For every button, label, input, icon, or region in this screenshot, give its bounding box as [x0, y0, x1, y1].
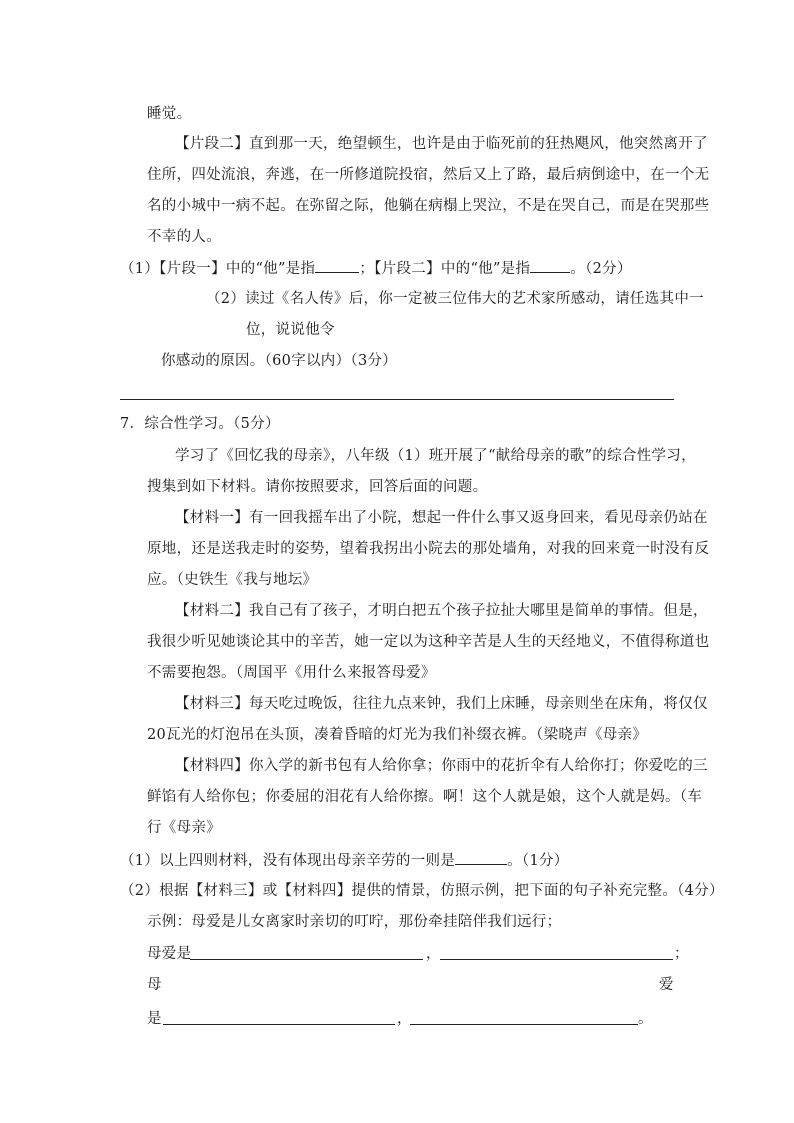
- fill1-start: 母爱是: [147, 946, 192, 962]
- material3-line1: 【材料三】每天吃过晚饭，往往九点来钟，我们上床睡，母亲则坐在床角，将仅仅: [175, 696, 708, 712]
- material2-line1: 【材料二】我自己有了孩子，才明白把五个孩子拉扯大哪里是简单的事情。但是，: [175, 603, 708, 619]
- material2-line3: 不需要抱怨。（周国平《用什么来报答母爱》: [147, 665, 436, 681]
- fill2-blank1[interactable]: [163, 1010, 395, 1025]
- q7-intro-line1: 学习了《回忆我的母亲》，八年级（1）班开展了“献给母亲的歌”的综合性学习，: [175, 448, 696, 464]
- fragment2-line2: 住所，四处流浪，奔逃，在一所修道院投宿，然后又上了路，最后病倒途中，在一个无: [147, 167, 710, 183]
- q7-sub1-blank[interactable]: [455, 850, 507, 865]
- material4-line3: 行《母亲》: [147, 820, 221, 836]
- q7-sub1: [120, 850, 569, 871]
- q7-example: 示例：母爱是儿女离家时亲切的叮咛，那份牵挂陪伴我们远行；: [147, 914, 562, 930]
- passage-line-sleep: 睡觉。: [147, 106, 192, 122]
- material1-line2: 原地，还是送我走时的姿势，望着我拐出小院去的那处墙角，对我的回来竟一时没有反: [147, 541, 710, 557]
- material3-line2: 20瓦光的灯泡吊在头顶，凑着昏暗的灯光为我们补缀衣裤。（梁晓声《母亲》: [147, 727, 648, 743]
- fill2-start-c: 是: [147, 1011, 162, 1027]
- fill1-end: ；: [674, 946, 689, 962]
- material1-line3: 应。（史铁生《我与地坛》: [147, 572, 318, 588]
- q7-sub1-text-a: （1）以上四则材料，没有体现出母亲辛劳的一则是: [120, 853, 456, 869]
- fill1-blank1[interactable]: [190, 945, 423, 960]
- fill2-blank2[interactable]: [410, 1010, 638, 1025]
- material2-line2: 我很少听见她谈论其中的辛苦，她一定以为这种辛苦是人生的天经地义，不值得称道也: [147, 634, 710, 650]
- fill1-comma: ，: [426, 946, 441, 962]
- fill2-comma: ，: [397, 1011, 412, 1027]
- q6-sub2-line2: 位，说说他令: [246, 322, 335, 338]
- fill2-end: 。: [638, 1011, 653, 1027]
- q6-sub1-text-c: 。（2分）: [570, 261, 632, 277]
- fragment2-line4: 不幸的人。: [147, 229, 221, 245]
- fill2-start-b: 爱: [659, 977, 674, 993]
- q7-sub2: （2）根据【材料三】或【材料四】提供的情景，仿照示例，把下面的句子补充完整。（4分）: [120, 883, 724, 899]
- q7-heading: 7．综合性学习。（5分）: [120, 416, 280, 432]
- material4-line2: 鲜馅有人给你包；你委屈的泪花有人给你擦。啊！这个人就是娘，这个人就是妈。（车: [147, 789, 703, 805]
- q6-sub1-text-a: （1）【片段一】中的“他”是指: [120, 261, 316, 277]
- answer-line[interactable]: [120, 399, 674, 400]
- q6-sub1-blank2[interactable]: [530, 258, 570, 273]
- q6-sub2-line1: （2）读过《名人传》后，你一定被三位伟大的艺术家所感动，请任选其中一: [206, 291, 704, 307]
- q6-sub1: [120, 258, 632, 279]
- q6-sub1-blank1[interactable]: [315, 258, 359, 273]
- fragment2-line1: 【片段二】直到那一天，绝望顿生，也许是由于临死前的狂热飓风，他突然离开了: [175, 136, 708, 152]
- q6-sub2-line3: 你感动的原因。（60字以内）（3分）: [161, 353, 398, 369]
- q7-sub1-text-b: 。（1分）: [507, 853, 569, 869]
- material4-line1: 【材料四】你入学的新书包有人给你拿；你雨中的花折伞有人给你打；你爱吃的三: [175, 758, 708, 774]
- fragment2-line3: 名的小城中一病不起。在弥留之际，他躺在病榻上哭泣，不是在哭自己，而是在哭那些: [147, 198, 710, 214]
- q7-intro-line2: 搜集到如下材料。请你按照要求，回答后面的问题。: [147, 479, 488, 495]
- fill2-start-a: 母: [147, 977, 162, 993]
- fill1-blank2[interactable]: [440, 945, 673, 960]
- material1-line1: 【材料一】有一回我摇车出了小院，想起一件什么事又返身回来，看见母亲仍站在: [175, 510, 708, 526]
- q6-sub1-text-b: ；【片段二】中的“他”是指: [359, 261, 531, 277]
